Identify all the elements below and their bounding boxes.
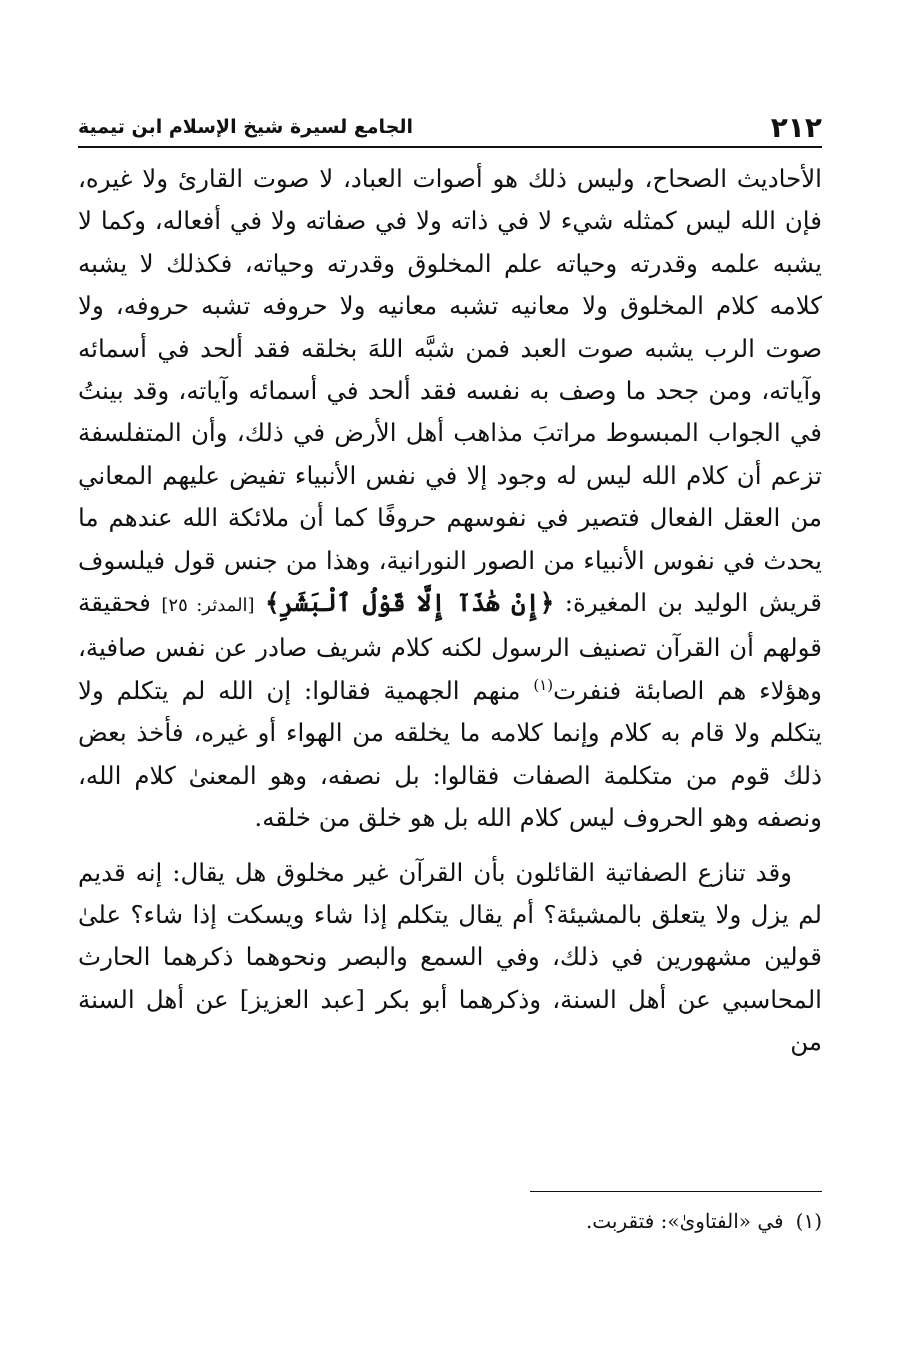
quran-verse: ﴿إِنْ هَٰذَآ إِلَّا قَوْلُ ٱلْبَشَرِ﴾ (265, 588, 555, 618)
paragraph-1 (78, 158, 822, 840)
paragraph-1-part-3: منهم الجهمية فقالوا: إن الله لم يتكلم ولا يتكلم ولا قام به كلام وإنما كلامه ما يخلقه من الهواء أو غيره، فأخذ بعض ذلك قوم من متكلمة الصفات فقالوا: بل نصفه، وهو المعنىٰ كلام الله، ونصفه وهو الحروف ليس كلام الله بل هو خلق من خلقه. (78, 675, 822, 833)
footnote-divider (530, 1191, 822, 1192)
paragraph-1-part-2: فحقيقة قولهم أن القرآن تصنيف الرسول لكنه كلام شريف صادر عن نفس صافية، وهؤلاء هم الصابئة فنفرت (78, 588, 822, 705)
footnote (78, 1204, 822, 1238)
footnote-reference: (١) (533, 675, 554, 694)
page-header (78, 110, 822, 146)
main-text (78, 158, 822, 1064)
header-divider (78, 146, 822, 148)
page-number: ٢١٢ (770, 111, 822, 144)
running-title: الجامع لسيرة شيخ الإسلام ابن تيمية (78, 116, 414, 138)
quran-reference: [المدثر: ٢٥] (161, 595, 255, 617)
paragraph-1-part-1: الأحاديث الصحاح، وليس ذلك هو أصوات العباد، لا صوت القارئ ولا غيره، فإن الله ليس كمثله شيء لا في ذاته ولا في صفاته ولا في أفعاله، وكما لا يشبه علمه وقدرته وحياته علم المخلوق وقدرته وحياته، فكذلك لا يشبه كلامه كلام المخلوق ولا معانيه تشبه معانيه ولا حروفه تشبه حروفه، ولا صوت الرب يشبه صوت العبد فمن شبَّه اللهَ بخلقه فقد ألحد في أسمائه وآياته، ومن جحد ما وصف به نفسه فقد ألحد في أسمائه وآياته، وقد بينتُ في الجواب المبسوط مراتبَ مذاهب أهل الأرض في ذلك، وأن المتفلسفة تزعم أن كلام الله ليس له وجود إلا في نفس الأنبياء تفيض عليهم المعاني من العقل الفعال فتصير في نفوسهم حروفًا كما أن ملائكة الله عندهم ما يحدث في نفوس الأنبياء من الصور النورانية، وهذا من جنس قول فيلسوف قريش الوليد بن المغيرة: (78, 164, 822, 618)
footnote-marker: (١) (795, 1209, 822, 1233)
paragraph-2: وقد تنازع الصفاتية القائلون بأن القرآن غير مخلوق هل يقال: إنه قديم لم يزل ولا يتعلق بالمشيئة؟ أم يقال يتكلم إذا شاء ويسكت إذا شاء؟ علىٰ قولين مشهورين في ذلك، وفي السمع والبصر ونحوهما ذكرهما الحارث المحاسبي عن أهل السنة، وذكرهما أبو بكر [عبد العزيز] عن أهل السنة من (78, 857, 822, 1057)
footnote-text: في «الفتاوىٰ»: فتقربت. (585, 1209, 784, 1233)
